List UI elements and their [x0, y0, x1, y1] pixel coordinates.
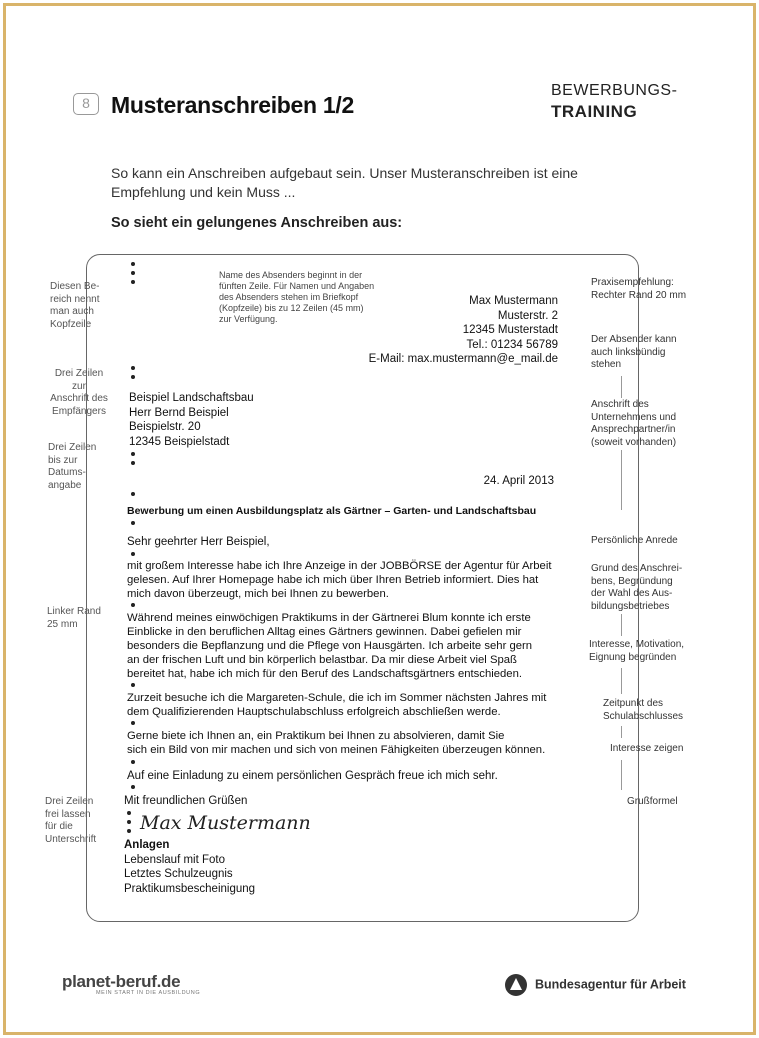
note-anschrift: Drei Zeilen zur Anschrift des Empfängers [50, 368, 108, 417]
letter-paragraph-1: mit großem Interesse habe ich Ihre Anzeige in der JOBBÖRSE der Agentur für Arbeit gelesen. Auf Ihrer Homepage habe ich mich über Ihren Betrieb informiert. Dies hat mich davon überzeugt, mich bei Ihnen zu bewerben. [127, 560, 552, 600]
spacer-dots [131, 262, 135, 289]
page-title: Musteranschreiben 1/2 [111, 92, 354, 118]
letter-subject: Bewerbung um einen Ausbildungsplatz als Gärtner – Garten- und Landschaftsbau [127, 505, 537, 517]
divider [621, 726, 622, 738]
spacer-dots [131, 452, 135, 470]
note-unterschrift: Drei Zeilen frei lassen für die Unterschrift [45, 796, 97, 845]
divider [621, 668, 622, 694]
intro-text: So kann ein Anschreiben aufgebaut sein. Unser Musteranschreiben ist eine Empfehlung und kein Muss ... [111, 165, 578, 200]
letter-paragraph-5: Auf eine Einladung zu einem persönlichen Gespräch freue ich mich sehr. [127, 770, 498, 782]
note-interesse-zeigen: Interesse zeigen [610, 743, 684, 754]
note-anrede: Persönliche Anrede [591, 535, 678, 546]
logo-line-1: BEWERBUNGS- [551, 82, 678, 99]
brand-tagline: MEIN START IN DIE AUSBILDUNG [96, 990, 201, 996]
note-unternehmen: Anschrift des Unternehmens und Ansprechpartner/in (soweit vorhanden) [591, 399, 677, 448]
spacer-dots [131, 492, 135, 501]
planet-beruf-logo [62, 972, 200, 996]
handwritten-signature: Max Mustermann [140, 812, 311, 834]
attachment-item: Lebenslauf mit Foto [124, 853, 226, 866]
logo-line-2: TRAINING [551, 102, 638, 121]
divider [621, 450, 622, 510]
note-interesse: Interesse, Motivation, Eignung begründen [589, 639, 685, 663]
sender-email: E-Mail: max.mustermann@e_mail.de [368, 353, 558, 365]
letter-closing: Mit freundlichen Grüßen [124, 795, 248, 807]
letter-date: 24. April 2013 [483, 475, 554, 487]
recipient-block [129, 391, 254, 449]
header-note: Name des Absenders beginnt in der fünften Zeile. Für Namen und Angaben des Absenders stehen im Briefkopf (Kopfzeile) bis zu 12 Zeilen (45 mm) zur Verfügung. [219, 270, 375, 324]
sender-city: 12345 Musterstadt [462, 324, 558, 336]
brand-name: planet-beruf.de [62, 972, 181, 991]
note-grund: Grund des Anschrei- bens, Begründung der Wahl des Aus- bildungsbetriebes [591, 563, 683, 612]
sender-block [330, 294, 558, 367]
attachment-item: Letztes Schulzeugnis [124, 868, 233, 880]
letter-paragraph-4: Gerne biete ich Ihnen an, ein Praktikum bei Ihnen zu absolvieren, damit Sie sich ein Bild von mir machen und sich von meinen Fähigkeiten überzeugen können. [127, 730, 546, 756]
letter-paragraph-2: Während meines einwöchigen Praktikums in der Gärtnerei Blum konnte ich erste Einblicke in den beruflichen Alltag eines Gärtners gewinnen. Dabei gefielen mir besonders die Bepflanzung und die Pflege von Hausgärten. Ich arbeite sehr gern an der frischen Luft und bin körperlich belastbar. Da mir diese Arbeit viel Spaß bereitet hat, habe ich mich für den Beruf des Landschaftsgärtners entschieden. [127, 612, 533, 680]
recipient-street: Beispielstr. 20 [129, 421, 201, 433]
divider [621, 760, 622, 790]
divider [621, 376, 622, 398]
note-datum: Drei Zeilen bis zur Datums- angabe [48, 442, 97, 491]
letter-paragraph-3: Zurzeit besuche ich die Margareten-Schule, die ich im Sommer nächsten Jahres mit dem Qualifizierenden Hauptschulabschluss erfolgreich abschließen werde. [127, 692, 547, 718]
note-linker-rand: Linker Rand 25 mm [47, 606, 101, 630]
recipient-city: 12345 Beispielstadt [129, 435, 230, 448]
chapter-number-icon: 8 [73, 93, 99, 115]
spacer-dots [127, 811, 131, 838]
sender-street: Musterstr. 2 [497, 309, 558, 322]
spacer-dots [131, 366, 135, 384]
agency-icon [505, 974, 527, 996]
note-absender: Der Absender kann auch linksbündig stehen [591, 334, 677, 370]
recipient-company: Beispiel Landschaftsbau [129, 392, 254, 404]
sender-name: Max Mustermann [469, 295, 558, 307]
sender-phone: Tel.: 01234 56789 [466, 338, 558, 351]
bewerbungstraining-logo [551, 80, 677, 122]
agency-logo [505, 974, 686, 996]
agency-name: Bundesagentur für Arbeit [535, 977, 686, 992]
attachments-block [124, 838, 255, 896]
note-rechter-rand: Praxisempfehlung: Rechter Rand 20 mm [591, 277, 687, 301]
recipient-person: Herr Bernd Beispiel [129, 406, 229, 419]
attachments-title: Anlagen [124, 839, 170, 851]
attachment-item: Praktikumsbescheinigung [124, 882, 256, 895]
divider [621, 614, 622, 636]
spacer-dots [131, 760, 135, 769]
spacer-dots [131, 521, 135, 530]
letter-salutation: Sehr geehrter Herr Beispiel, [127, 536, 270, 548]
note-zeitpunkt: Zeitpunkt des Schulabschlusses [603, 698, 684, 722]
spacer-dots [131, 785, 135, 794]
note-grussformel: Grußformel [627, 796, 678, 807]
note-kopfzeile: Diesen Be- reich nennt man auch Kopfzeile [50, 281, 100, 330]
section-subhead: So sieht ein gelungenes Anschreiben aus: [111, 215, 403, 231]
